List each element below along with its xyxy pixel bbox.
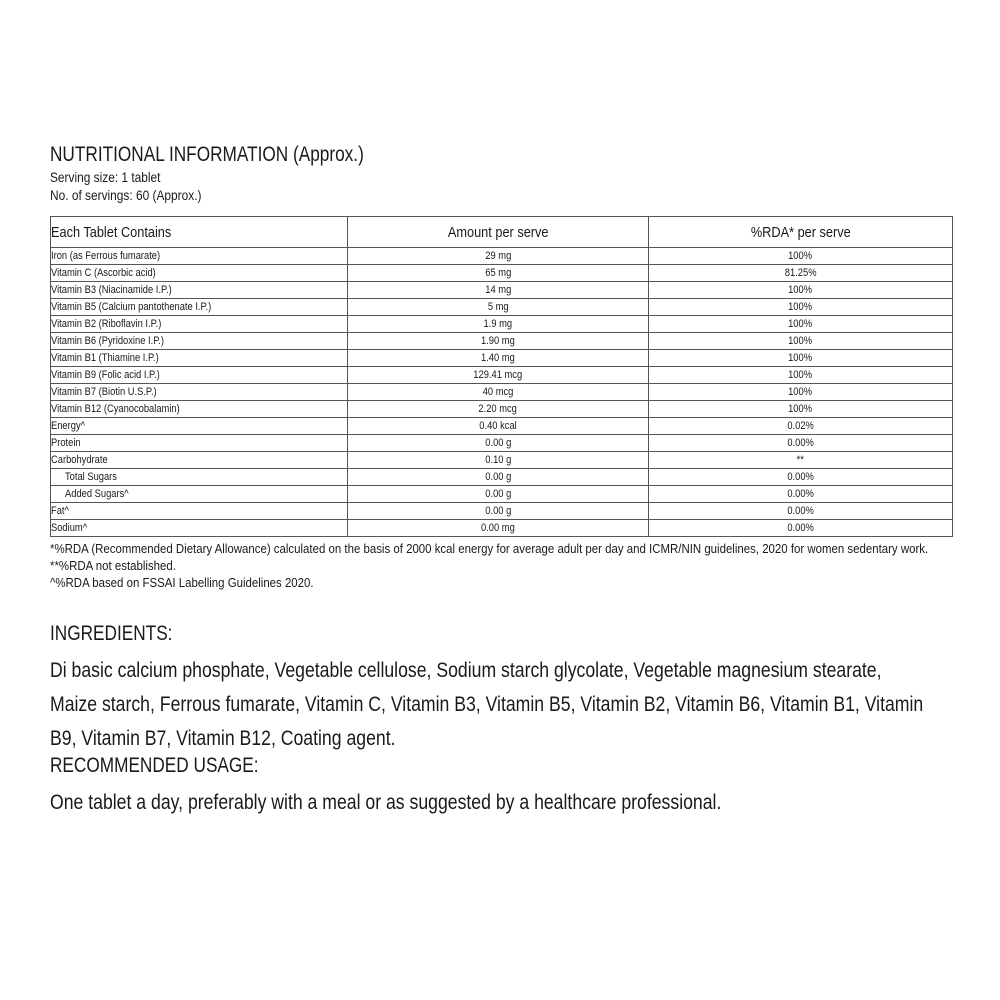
- table-row: [51, 418, 953, 435]
- ingredients-text: Di basic calcium phosphate, Vegetable cellulose, Sodium starch glycolate, Vegetable magnesium stearate, Maize starch, Ferrous fumarate, Vitamin C, Vitamin B3, Vitamin B5, Vitamin B2, Vitamin B6, Vitamin B1, Vitamin B9, Vitamin B7, Vitamin B12, Coating agent.: [50, 659, 924, 750]
- ingredients-heading: INGREDIENTS:: [50, 622, 173, 645]
- serving-size: Serving size: 1 tablet: [50, 169, 161, 185]
- nutrient-amount: 0.00 g: [348, 469, 649, 486]
- nutrient-name: Vitamin B9 (Folic acid I.P.): [51, 367, 348, 384]
- nutrient-amount: 0.10 g: [348, 452, 649, 469]
- nutrient-amount: 1.40 mg: [348, 350, 649, 367]
- nutrition-title: NUTRITIONAL INFORMATION (Approx.): [50, 143, 364, 166]
- table-row: [51, 282, 953, 299]
- nutrient-rda: 0.00%: [649, 520, 953, 537]
- nutrient-amount: 0.00 g: [348, 486, 649, 503]
- table-row: [51, 367, 953, 384]
- servings-count: No. of servings: 60 (Approx.): [50, 187, 202, 203]
- nutrient-name: Vitamin B3 (Niacinamide I.P.): [51, 282, 348, 299]
- footnotes: [50, 540, 950, 591]
- usage-heading: RECOMMENDED USAGE:: [50, 754, 259, 777]
- nutrient-amount: 1.90 mg: [348, 333, 649, 350]
- nutrient-rda: 0.00%: [649, 486, 953, 503]
- nutrient-rda: 100%: [649, 350, 953, 367]
- nutrient-rda: 0.02%: [649, 418, 953, 435]
- table-row: [51, 384, 953, 401]
- usage-text: One tablet a day, preferably with a meal or as suggested by a healthcare professional.: [50, 791, 722, 814]
- nutrient-rda: 100%: [649, 384, 953, 401]
- nutrient-name: Carbohydrate: [51, 452, 348, 469]
- table-row: [51, 435, 953, 452]
- nutrition-table-body: [51, 248, 953, 537]
- nutrient-name: Sodium^: [51, 520, 348, 537]
- nutrient-rda: 100%: [649, 299, 953, 316]
- nutrient-name: Energy^: [51, 418, 348, 435]
- table-row: [51, 452, 953, 469]
- table-row: [51, 486, 953, 503]
- nutrient-amount: 129.41 mcg: [348, 367, 649, 384]
- rda-footnote: *%RDA (Recommended Dietary Allowance) calculated on the basis of 2000 kcal energy for average adult per day and ICMR/NIN guidelines, 2020 for women sedentary work.: [50, 541, 929, 556]
- table-row: [51, 248, 953, 265]
- table-row: [51, 350, 953, 367]
- nutrient-rda: 0.00%: [649, 503, 953, 520]
- table-row: [51, 503, 953, 520]
- nutrient-rda: 100%: [649, 367, 953, 384]
- table-row: [51, 520, 953, 537]
- nutrient-rda: 81.25%: [649, 265, 953, 282]
- nutrient-amount: 0.00 g: [348, 435, 649, 452]
- nutrient-name: Iron (as Ferrous fumarate): [51, 248, 348, 265]
- nutrient-amount: 0.00 g: [348, 503, 649, 520]
- nutrient-name: Added Sugars^: [51, 486, 348, 503]
- table-row: [51, 265, 953, 282]
- column-header-contents: Each Tablet Contains: [51, 217, 348, 248]
- nutrient-rda: 0.00%: [649, 435, 953, 452]
- nutrient-amount: 2.20 mcg: [348, 401, 649, 418]
- nutrient-rda: 100%: [649, 282, 953, 299]
- nutrient-rda: 100%: [649, 333, 953, 350]
- nutrient-name: Total Sugars: [51, 469, 348, 486]
- nutrient-name: Protein: [51, 435, 348, 452]
- nutrient-rda: 0.00%: [649, 469, 953, 486]
- nutrient-rda: 100%: [649, 316, 953, 333]
- nutrition-table: [50, 216, 953, 537]
- nutrient-name: Vitamin B7 (Biotin U.S.P.): [51, 384, 348, 401]
- nutrient-amount: 29 mg: [348, 248, 649, 265]
- not-established-footnote: **%RDA not established.: [50, 558, 176, 573]
- nutrient-amount: 5 mg: [348, 299, 649, 316]
- table-row: [51, 469, 953, 486]
- nutrient-amount: 65 mg: [348, 265, 649, 282]
- column-header-amount: Amount per serve: [348, 217, 649, 248]
- nutrient-name: Vitamin B5 (Calcium pantothenate I.P.): [51, 299, 348, 316]
- nutrient-name: Vitamin B6 (Pyridoxine I.P.): [51, 333, 348, 350]
- nutrient-amount: 1.9 mg: [348, 316, 649, 333]
- nutrient-rda: 100%: [649, 248, 953, 265]
- nutrient-rda: **: [649, 452, 953, 469]
- table-row: [51, 401, 953, 418]
- label-document: [50, 142, 950, 814]
- table-row: [51, 299, 953, 316]
- nutrient-amount: 14 mg: [348, 282, 649, 299]
- nutrient-name: Vitamin B1 (Thiamine I.P.): [51, 350, 348, 367]
- nutrient-name: Vitamin B12 (Cyanocobalamin): [51, 401, 348, 418]
- nutrient-amount: 0.40 kcal: [348, 418, 649, 435]
- nutrient-rda: 100%: [649, 401, 953, 418]
- table-row: [51, 316, 953, 333]
- table-header-row: [51, 217, 953, 248]
- column-header-rda: %RDA* per serve: [649, 217, 953, 248]
- fssai-footnote: ^%RDA based on FSSAI Labelling Guidelines 2020.: [50, 575, 314, 590]
- nutrient-name: Fat^: [51, 503, 348, 520]
- table-row: [51, 333, 953, 350]
- nutrient-amount: 40 mcg: [348, 384, 649, 401]
- nutrient-name: Vitamin B2 (Riboflavin I.P.): [51, 316, 348, 333]
- nutrient-name: Vitamin C (Ascorbic acid): [51, 265, 348, 282]
- nutrient-amount: 0.00 mg: [348, 520, 649, 537]
